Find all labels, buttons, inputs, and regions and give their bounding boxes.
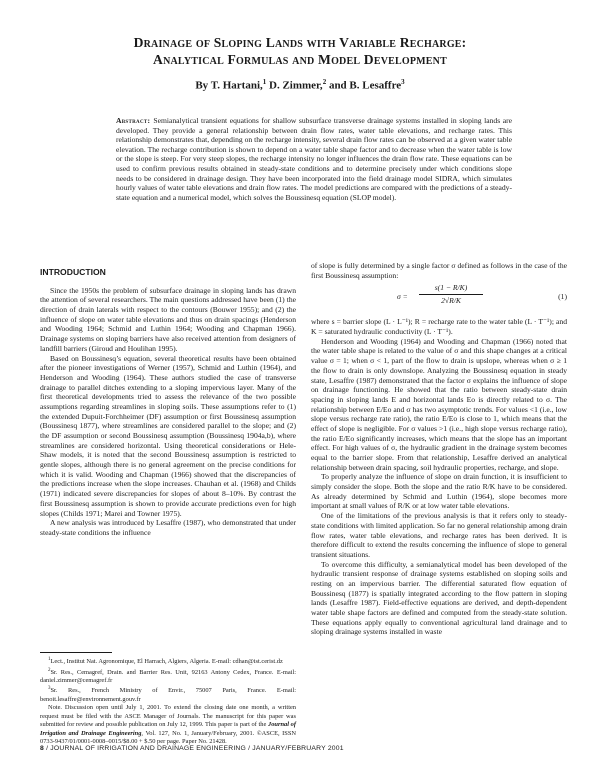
body-paragraph-4: To properly analyze the influence of slope on drain function, it is insufficient to simply consider the slope. Both the slope and the ratio R/K have to be considered. As already determined by Schmid and Luthin (1964), slope becomes more important at small values of R/K or at low water table elevations. xyxy=(311,472,567,511)
body-paragraph-1: of slope is fully determined by a single factor σ defined as follows in the case of the first Boussinesq assumption: xyxy=(311,261,567,280)
footnotes xyxy=(40,656,296,746)
body-paragraph-2: where s = barrier slope (L · L⁻¹); R = recharge rate to the water table (L · T⁻¹); and K = saturated hydraulic conductivity (L · T⁻¹). xyxy=(311,317,567,337)
footnote-2 xyxy=(40,667,296,686)
body-paragraph-5: One of the limitations of the previous analysis is that it refers only to steady-state conditions with limited application. So far no general relationship among drain flow rates, water table elevations, and recharge rates has been derived. It is therefore difficult to extend the results concerning the influence of slope to general transient situations. xyxy=(311,511,567,559)
section-heading-introduction: INTRODUCTION xyxy=(40,267,106,277)
equation-numerator: s(1 − R/K) xyxy=(419,283,483,295)
abstract xyxy=(116,116,512,202)
equation-denominator: 2√R/K xyxy=(441,296,461,306)
author-3: and B. Lesaffre xyxy=(326,79,402,92)
editorial-note xyxy=(40,704,296,746)
footnote-1 xyxy=(40,656,296,667)
editorial-note-text: Note. Discussion open until July 1, 2001. To extend the closing date one month, a written request must be filed with the ASCE Manager of Journals. The manuscript for this paper was submitted for review and possible publication on July 12, 1999. This paper is part of the xyxy=(40,704,296,729)
intro-paragraph-1: Since the 1950s the problem of subsurface drainage in sloping lands has drawn the attention of several researchers. The main questions addressed have been (1) the direction of drain laterals with respect to the contours (Bouwer 1955); and (2) the influence of slope on water table elevations and thus on drain spacings (Henderson and Wooding 1964; Schmid and Luthin 1964; Wooding and Chapman 1966). Drainage systems on sloping barriers have also received attention from designers of landfill barriers (Giroud and Houlihan 1995). xyxy=(40,285,296,353)
author-2: D. Zimmer, xyxy=(266,79,323,92)
equation-number: (1) xyxy=(558,292,567,302)
right-column xyxy=(311,261,567,637)
abstract-label: Abstract: xyxy=(116,116,151,125)
left-column xyxy=(40,258,296,538)
footnote-divider xyxy=(40,652,112,653)
paper-title-line2: Analytical Formulas and Model Development xyxy=(153,52,447,67)
abstract-text: Semianalytical transient equations for shallow subsurface transverse drainage systems installed in sloping lands are developed. They provide a general relationship between drain flow rates, water table elevations, and recharge rates. This relationship demonstrates that, depending on the recharge intensity, several drain flow rates can be observed at a given water table elevation. The recharge contribution is shown to depend on a water table shape factor and to decrease when the water table is low or the slope is steep. For very steep slopes, the recharge intensity no longer influences the drain flow rate. These equations can be used to confirm previous results obtained in steady-state conditions and to determine precisely under which conditions slope needs to be considered in drainage design. They have been incorporated into the field drainage model SIDRA, which simulates hourly values of water table elevations and drain flow rates. The model predictions are compared with the predictions of a steady-state equation and a numerical model, which solves the Boussinesq equation (SLOP model). xyxy=(116,116,512,202)
footnote-3-mark: 3 xyxy=(48,686,51,692)
equation-lhs: σ = xyxy=(397,292,408,302)
equation-1 xyxy=(311,283,567,313)
journal-name: Journal of Irrigation and Drainage Engineering xyxy=(40,721,296,737)
footnote-2-mark: 2 xyxy=(48,667,51,673)
author-1: By T. Hartani, xyxy=(195,79,263,92)
editorial-note-end: , Vol. 127, No. 1, January/February, 2001. ©ASCE, ISSN 0733-9437/01/0001-0008–0015/$8.00 + $.50 per page. Paper No. 21428. xyxy=(40,729,296,746)
body-paragraph-3: Henderson and Wooding (1964) and Wooding and Chapman (1966) noted that the water table shape is related to the value of σ and this shape changes at a critical value σ = 1; when σ < 1, part of the flow to drain is upslope, whereas when σ ≥ 1 the flow to drain is only downslope. Analyzing the Boussinesq equation in steady state, Lesaffre (1987) demonstrated that the factor σ explains the influence of slope on drainage functioning. He showed that the ratio between steady-state drain spacing in sloping lands E and horizontal lands Eo is directly related to σ. The relationship between E/Eo and σ has two asymptotic trends. For values <1 (i.e., low slope versus recharge rate ratio), the ratio E/Eo is close to 1, which means that the effect of slope is negligible. For σ values >1 (i.e., high slope versus recharge ratio), the ratio E/Eo significantly increases, which means that the slope has an important effect. For high values of σ, the hydraulic gradient in the drainage system becomes equal to the barrier slope. From that relationship, Lesaffre derived an analytical relationship between drain spacing, soil hydraulic properties, recharge, and slope. xyxy=(311,336,567,472)
paper-title-line1: Drainage of Sloping Lands with Variable Recharge: xyxy=(133,35,467,50)
author-1-affiliation-mark: 1 xyxy=(262,78,267,86)
author-3-affiliation-mark: 3 xyxy=(401,78,405,86)
page-number: 8 xyxy=(40,745,44,752)
footnote-3 xyxy=(40,685,296,704)
author-2-affiliation-mark: 2 xyxy=(322,78,327,86)
intro-paragraph-3: A new analysis was introduced by Lesaffre (1987), who demonstrated that under steady-state conditions the influence xyxy=(40,518,296,537)
paper-title xyxy=(40,34,560,68)
body-paragraph-6: To overcome this difficulty, a semianalytical model has been developed of the hydraulic transient response of drainage systems established on sloping soils and resting on an impervious barrier. The differential saturated flow equation of Boussinesq (1877) is spatially integrated according to the flow pattern in sloping lands (Lesaffre 1987). Field-effective equations are derived, and depth-dependent water table shape factors are defined and computed from the steady-state solution. These equations apply equally to conventional agricultural land drainage and to sloping drainage systems installed in waste xyxy=(311,559,567,637)
author-list xyxy=(40,78,560,92)
equation-fraction xyxy=(419,283,483,305)
footnote-2-text: Sr. Res., Cemagref, Drain. and Barrier Res. Unit, 92163 Antony Cedex, France. E-mail: daniel.zimmer@cemagref.fr xyxy=(40,668,296,685)
running-footer: / JOURNAL OF IRRIGATION AND DRAINAGE ENGINEERING / JANUARY/FEBRUARY 2001 xyxy=(43,745,344,752)
intro-paragraph-2: Based on Boussinesq’s equation, several theoretical results have been obtained after the pioneer investigations of Werner (1957), Schmid and Luthin (1964), and Henderson and Wooding (1964). These authors studied the case of transverse drainage to parallel ditches extending to a sloping impervious layer. Many of the first theoretical developments tried to assess the relevance of the two possible assumptions regarding streamlines in sloping soils. These assumptions refer to (1) the extended Dupuit-Forchheimer (DF) assumption or first Boussinesq assumption (Boussinesq 1877), where streamlines are considered parallel to the slope; and (2) the DF assumption or second Boussinesq assumption (Boussinesq 1904a,b), where streamlines are considered horizontal. Using theoretical considerations or Hele-Shaw models, it is noted that the second Boussinesq assumption is restricted to gentle slopes, although there is no general agreement on the precise conditions for which it is valid. Wooding and Chapman (1966) showed that the discrepancies of the predictions increase when the slope increases. Chauhan et al. (1968) and Childs (1971) indicated severe discrepancies for slopes of about 8–10%. By contrast the first Boussinesq assumption is shown to provide accurate predictions even for high slopes (Childs 1971; Marei and Towner 1975). xyxy=(40,353,296,518)
footnote-1-text: Lect., Institut Nat. Agronomique, El Harrach, Algiers, Algeria. E-mail: cdhan@ist.cerist.dz xyxy=(50,658,283,666)
footnote-3-text: Sr. Res., French Ministry of Envir., 75007 Paris, France. E-mail: benoit.lesaffre@environnement.gouv.fr xyxy=(40,687,296,703)
page-footer xyxy=(40,745,344,752)
footnote-1-mark: 1 xyxy=(48,657,51,662)
